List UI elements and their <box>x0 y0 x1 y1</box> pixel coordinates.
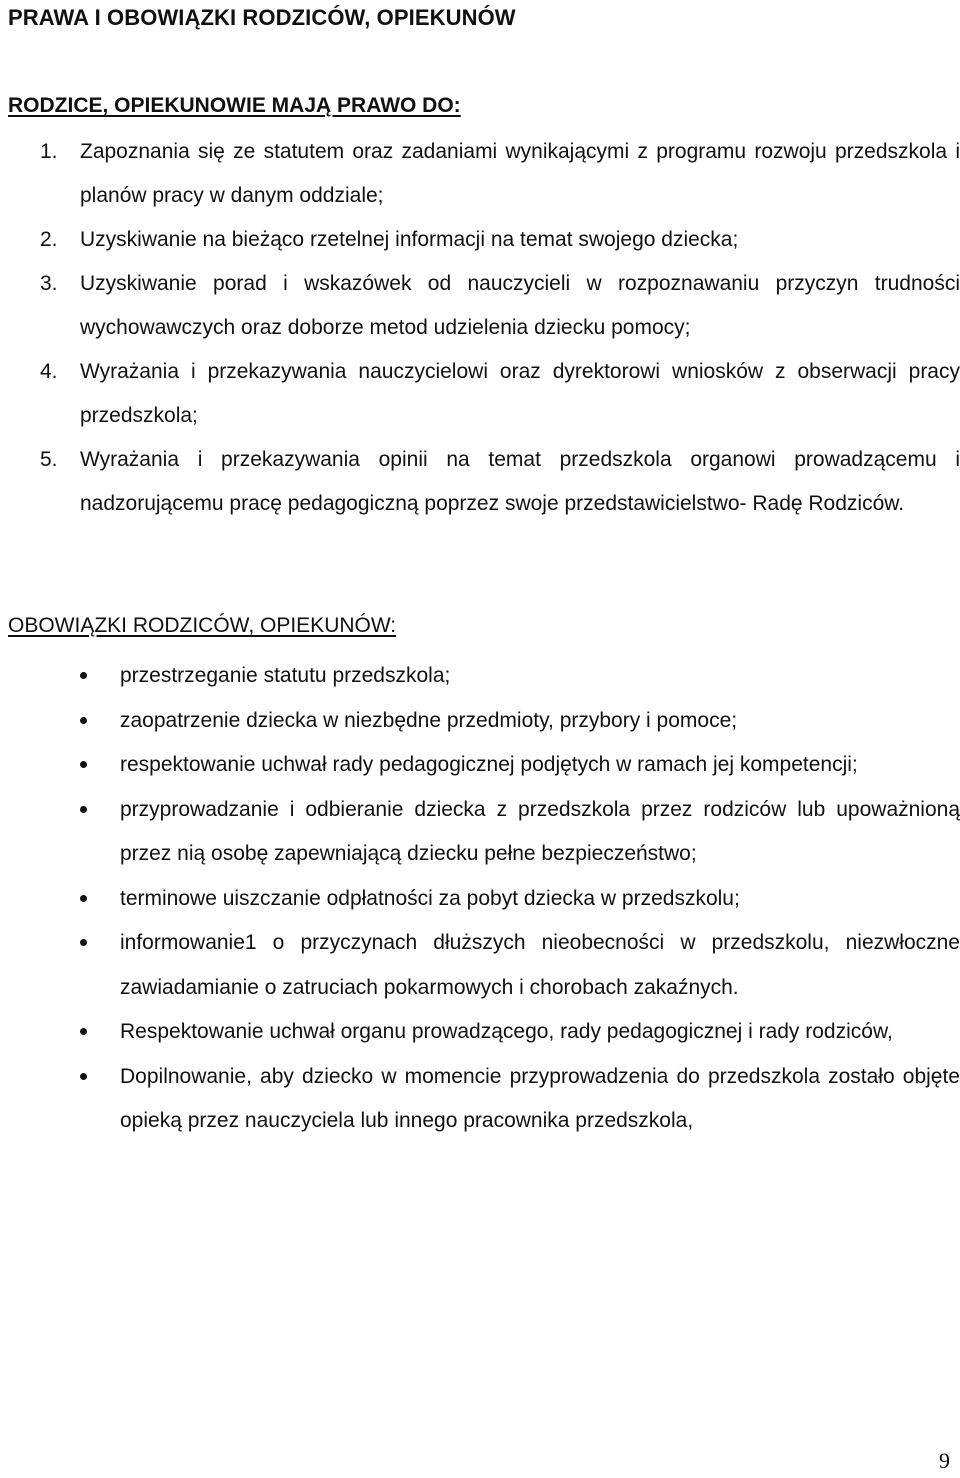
rights-item-number: 1. <box>40 140 58 163</box>
duties-item <box>0 921 960 1010</box>
rights-item-number: 2. <box>40 228 58 251</box>
rights-heading: RODZICE, OPIEKUNOWIE MAJĄ PRAWO DO: <box>8 94 461 117</box>
duties-item-text: terminowe uiszczanie odpłatności za pobyt dziecka w przedszkolu; <box>120 886 740 910</box>
duties-item-text: Dopilnowanie, aby dziecko w momencie przyprowadzenia do przedszkola zostało objęte opieką przez nauczyciela lub innego pracownika przedszkola, <box>120 1064 960 1132</box>
duties-item-text: Respektowanie uchwał organu prowadzącego, rady pedagogicznej i rady rodziców, <box>120 1020 893 1043</box>
rights-list <box>0 130 960 526</box>
rights-item-text: Wyrażania i przekazywania nauczycielowi oraz dyrektorowi wniosków z obserwacji pracy przedszkola; <box>80 360 960 427</box>
rights-item <box>0 350 960 438</box>
duties-item-text: przyprowadzanie i odbieranie dziecka z przedszkola przez rodziców lub upoważnioną przez nią osobę zapewniającą dziecku pełne bezpieczeństwo; <box>120 797 960 865</box>
duties-item-text: respektowanie uchwał rady pedagogicznej podjętych w ramach jej kompetencji; <box>120 753 858 776</box>
rights-item <box>0 438 960 526</box>
duties-item <box>0 1055 960 1144</box>
duties-heading: OBOWIĄZKI RODZICÓW, OPIEKUNÓW: <box>8 614 397 637</box>
document-title: PRAWA I OBOWIĄZKI RODZICÓW, OPIEKUNÓW <box>8 5 516 30</box>
bullet-icon <box>80 939 87 946</box>
bullet-icon <box>80 672 87 679</box>
rights-item <box>0 130 960 218</box>
duties-item <box>0 743 960 788</box>
duties-item <box>0 877 960 922</box>
duties-item-text: informowanie1 o przyczynach dłuższych nieobecności w przedszkolu, niezwłoczne zawiadamianie o zatruciach pokarmowych i chorobach zakaźnych. <box>120 931 960 999</box>
rights-item-number: 3. <box>40 272 58 295</box>
bullet-icon <box>80 761 87 768</box>
bullet-icon <box>80 895 87 902</box>
rights-item-text: Wyrażania i przekazywania opinii na temat przedszkola organowi prowadzącemu i nadzorującemu pracę pedagogiczną poprzez swoje przedstawicielstwo- Radę Rodziców. <box>80 448 960 515</box>
bullet-icon <box>80 1028 87 1035</box>
rights-item-text: Uzyskiwanie porad i wskazówek od nauczycieli w rozpoznawaniu przyczyn trudności wychowawczych oraz doborze metod udzielenia dziecku pomocy; <box>80 272 960 339</box>
duties-list <box>0 654 960 1144</box>
rights-item <box>0 262 960 350</box>
rights-item-text: Zapoznania się ze statutem oraz zadaniami wynikającymi z programu rozwoju przedszkola i planów pracy w danym oddziale; <box>80 140 960 207</box>
rights-item-number: 4. <box>40 360 58 383</box>
duties-item-text: przestrzeganie statutu przedszkola; <box>120 664 451 687</box>
rights-item-text: Uzyskiwanie na bieżąco rzetelnej informacji na temat swojego dziecka; <box>80 228 739 251</box>
page-number: 9 <box>939 1448 950 1473</box>
bullet-icon <box>80 717 87 724</box>
rights-item <box>0 218 960 262</box>
duties-item <box>0 1010 960 1055</box>
duties-item <box>0 788 960 877</box>
duties-item <box>0 699 960 744</box>
bullet-icon <box>80 806 87 813</box>
duties-item <box>0 654 960 699</box>
bullet-icon <box>80 1073 87 1080</box>
duties-item-text: zaopatrzenie dziecka w niezbędne przedmioty, przybory i pomoce; <box>120 708 738 732</box>
rights-item-number: 5. <box>40 448 58 471</box>
